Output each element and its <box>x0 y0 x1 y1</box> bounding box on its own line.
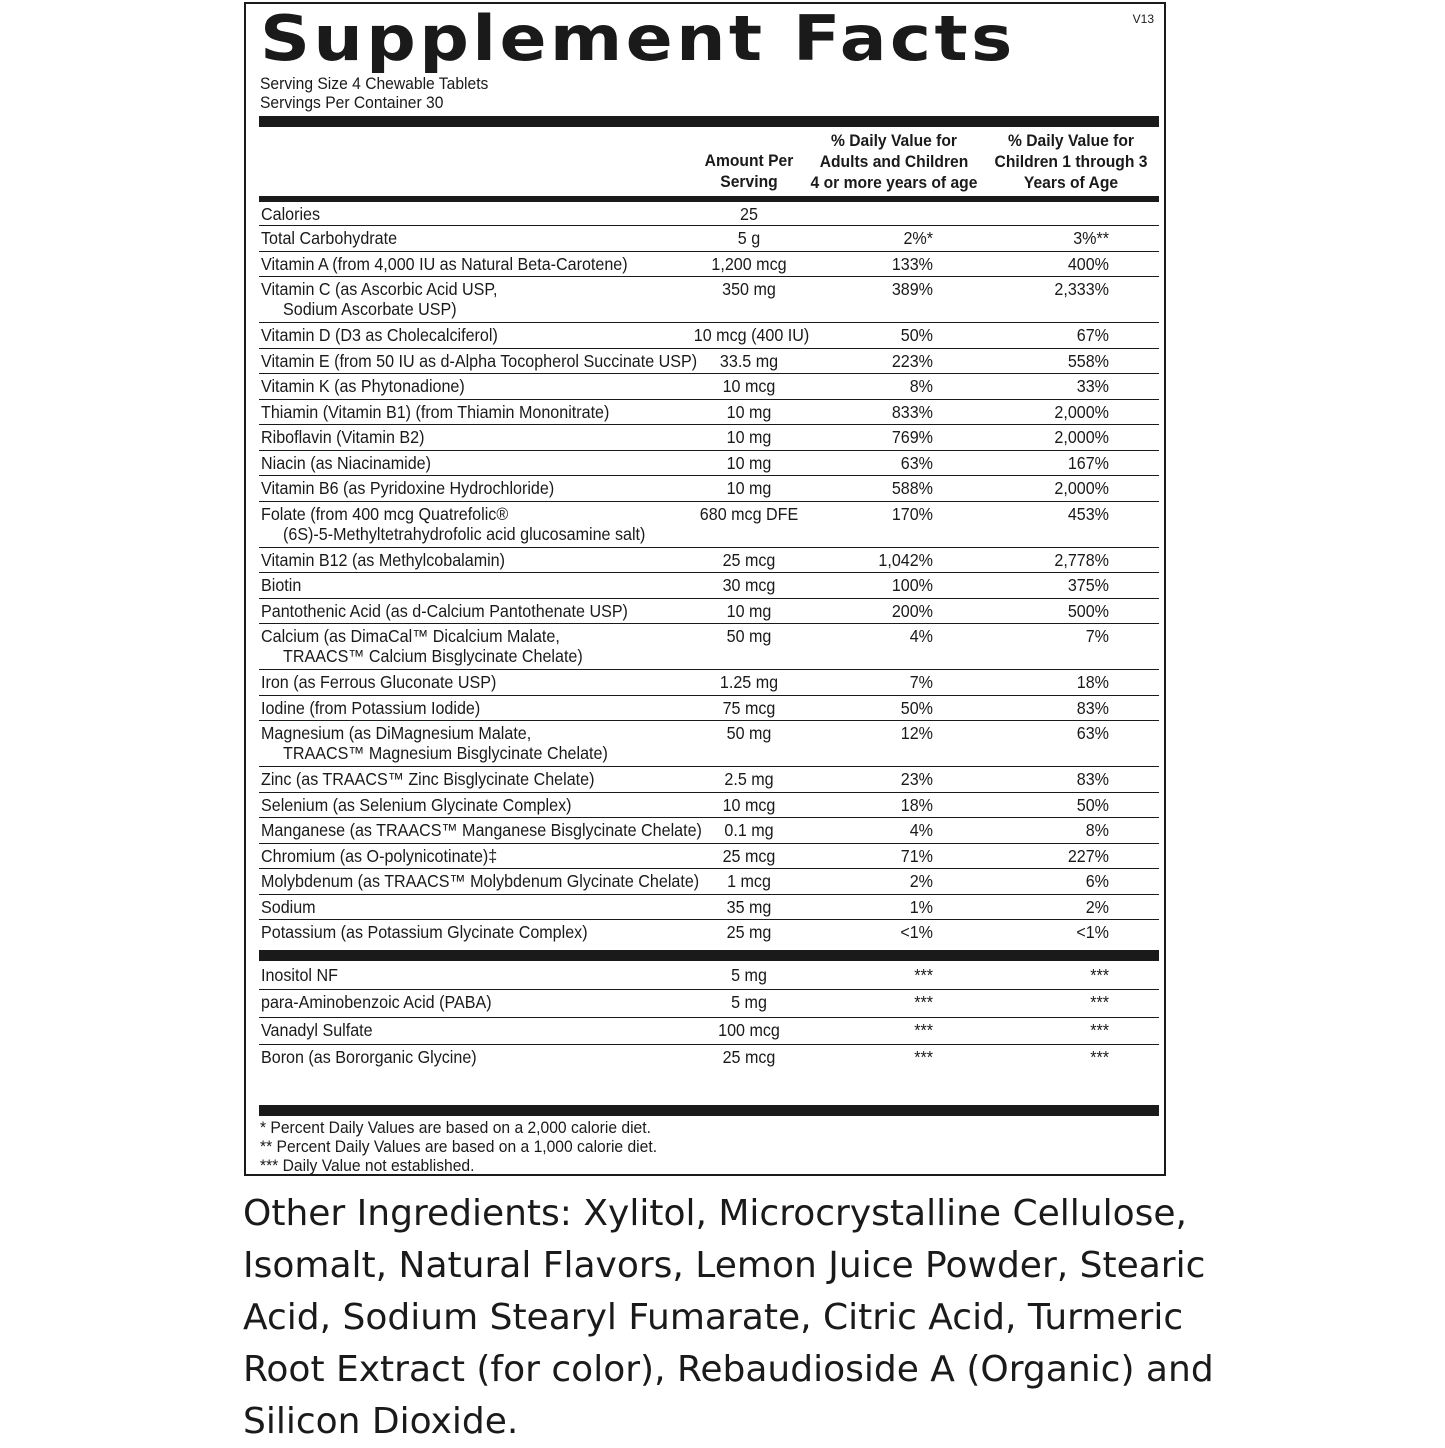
dv-adults: 71% <box>900 845 933 866</box>
dv-adults: 223% <box>891 350 933 371</box>
dv-children: 2,000% <box>1054 401 1109 422</box>
nutrient-name: Magnesium (as DiMagnesium Malate, <box>261 723 532 743</box>
nutrient-name: Vanadyl Sulfate <box>261 1019 373 1040</box>
dv-children: 2% <box>1085 896 1109 917</box>
dv-children: 2,778% <box>1054 549 1109 570</box>
dv-adults: *** <box>914 1047 933 1067</box>
other-ingredients: Other Ingredients: Xylitol, Microcrystalline Cellulose, Isomalt, Natural Flavors, Lemon Juice Powder, Stearic Acid, Sodium Stearyl Fumarate, Citric Acid, Turmeric Root Extract (for color), Rebaudioside A (Organic) and Silicon Dioxide. <box>243 1193 1214 1442</box>
supplement-facts-panel <box>244 2 1166 1176</box>
nutrient-name-continued: TRAACS™ Calcium Bisglycinate Chelate) <box>283 646 583 666</box>
nutrient-amount: 33.5 mg <box>719 350 779 371</box>
dv-adults: 23% <box>900 769 933 789</box>
dv-children: *** <box>1090 1047 1109 1067</box>
dv-children: *** <box>1090 992 1109 1012</box>
dv-children: 6% <box>1085 871 1109 891</box>
nutrient-row <box>259 425 1159 451</box>
dv-adults: 7% <box>909 672 933 692</box>
nutrient-amount: 1.25 mg <box>719 672 779 692</box>
dv-adults: *** <box>914 1019 933 1040</box>
nutrient-name: Inositol NF <box>261 964 338 985</box>
nutrient-name: Iron (as Ferrous Gluconate USP) <box>261 672 497 692</box>
nutrient-name-continued: Sodium Ascorbate USP) <box>283 299 457 319</box>
nutrient-row <box>259 323 1159 349</box>
dv-adults: 769% <box>891 427 933 447</box>
dv-adults: 4% <box>909 626 933 646</box>
dv-adults: 133% <box>891 253 933 274</box>
nutrient-name: Vitamin B6 (as Pyridoxine Hydrochloride) <box>261 478 555 498</box>
nutrient-name: Potassium (as Potassium Glycinate Complex) <box>261 922 588 942</box>
footnote-2: ** Percent Daily Values are based on a 1,000 calorie diet. <box>260 1137 658 1156</box>
column-headers <box>259 128 1159 194</box>
header-amount: Amount Per Serving <box>704 151 794 191</box>
dv-children: 3%** <box>1073 228 1109 248</box>
nutrient-row <box>259 767 1159 793</box>
nutrient-amount: 1,200 mcg <box>711 253 787 274</box>
nutrient-name: Vitamin E (from 50 IU as d-Alpha Tocopherol Succinate USP) <box>261 350 698 371</box>
dv-children: 558% <box>1067 350 1109 371</box>
nutrient-name: Vitamin D (D3 as Cholecalciferol) <box>261 325 498 345</box>
dv-children: 18% <box>1076 672 1109 692</box>
dv-children: 33% <box>1076 376 1109 396</box>
nutrient-amount: 25 <box>740 204 758 224</box>
nutrient-row <box>259 573 1159 599</box>
dv-children: 375% <box>1067 575 1109 595</box>
nutrient-amount: 10 mcg <box>722 794 776 815</box>
thick-rule-divider <box>259 950 1159 961</box>
dv-adults: 63% <box>900 452 933 473</box>
nutrient-amount: 10 mcg <box>722 376 776 396</box>
dv-adults: 1,042% <box>878 549 933 570</box>
nutrient-name: Chromium (as O-polynicotinate)‡ <box>261 845 498 866</box>
dv-adults: 588% <box>891 478 933 498</box>
nutrient-row <box>259 895 1159 921</box>
nutrient-name: Boron (as Bororganic Glycine) <box>261 1047 477 1067</box>
nutrient-row <box>259 277 1159 323</box>
nutrient-amount: 50 mg <box>726 626 772 646</box>
dv-adults: 50% <box>900 697 933 718</box>
nutrient-row <box>259 451 1159 477</box>
nutrient-amount: 25 mg <box>726 922 772 942</box>
nutrient-amount: 75 mcg <box>722 697 776 718</box>
nutrient-row <box>259 252 1159 278</box>
dv-children: *** <box>1090 964 1109 985</box>
nutrient-row <box>259 920 1159 946</box>
nutrient-amount: 10 mg <box>726 452 772 473</box>
dv-adults: 1% <box>909 896 933 917</box>
nutrient-name: Molybdenum (as TRAACS™ Molybdenum Glycinate Chelate) <box>261 871 700 891</box>
dv-adults: 2% <box>909 871 933 891</box>
nutrient-table <box>259 202 1159 1073</box>
nutrient-name: Pantothenic Acid (as d-Calcium Pantothenate USP) <box>261 600 628 621</box>
thick-rule-bottom <box>259 1105 1159 1116</box>
nutrient-row <box>259 793 1159 819</box>
dv-children: 8% <box>1085 820 1109 840</box>
nutrient-amount: 10 mg <box>726 401 772 422</box>
nutrient-amount: 350 mg <box>722 279 776 299</box>
nutrient-amount: 1 mcg <box>727 871 771 891</box>
dv-children: 7% <box>1085 626 1109 646</box>
dv-children: 67% <box>1076 325 1109 345</box>
nutrient-amount: 50 mg <box>726 723 772 743</box>
dv-children: 400% <box>1067 253 1109 274</box>
other-nutrient-row <box>259 990 1159 1018</box>
nutrient-row <box>259 226 1159 252</box>
other-nutrient-row <box>259 1045 1159 1073</box>
nutrient-amount: 25 mcg <box>722 845 776 866</box>
dv-children: 167% <box>1067 452 1109 473</box>
nutrient-amount: 5 mg <box>731 992 767 1012</box>
nutrient-row <box>259 818 1159 844</box>
nutrient-row <box>259 349 1159 375</box>
serving-size: Serving Size 4 Chewable Tablets <box>260 74 489 93</box>
thick-rule-top <box>259 116 1159 127</box>
dv-children: <1% <box>1076 922 1109 942</box>
nutrient-name: Sodium <box>261 896 316 917</box>
nutrient-row <box>259 202 1159 226</box>
other-nutrient-row <box>259 1018 1159 1046</box>
dv-adults: 4% <box>909 820 933 840</box>
nutrient-row <box>259 476 1159 502</box>
dv-children: 50% <box>1076 794 1109 815</box>
nutrient-name: Total Carbohydrate <box>261 228 398 248</box>
nutrient-row <box>259 721 1159 767</box>
dv-children: 2,000% <box>1054 478 1109 498</box>
nutrient-name: Zinc (as TRAACS™ Zinc Bisglycinate Chelate) <box>261 769 595 789</box>
nutrient-name: Selenium (as Selenium Glycinate Complex) <box>261 794 572 815</box>
footnote-1: * Percent Daily Values are based on a 2,000 calorie diet. <box>260 1118 651 1137</box>
nutrient-amount: 10 mg <box>726 600 772 621</box>
nutrient-name: para-Aminobenzoic Acid (PABA) <box>261 992 492 1012</box>
dv-children: 2,333% <box>1054 279 1109 299</box>
nutrient-amount: 100 mcg <box>718 1019 780 1040</box>
nutrient-name: Vitamin B12 (as Methylcobalamin) <box>261 549 506 570</box>
nutrient-name: Vitamin A (from 4,000 IU as Natural Beta-Carotene) <box>261 253 628 274</box>
nutrient-name: Niacin (as Niacinamide) <box>261 452 432 473</box>
dv-adults: 8% <box>909 376 933 396</box>
dv-adults: 100% <box>891 575 933 595</box>
servings-per-container: Servings Per Container 30 <box>260 93 444 112</box>
dv-adults: *** <box>914 964 933 985</box>
nutrient-row <box>259 599 1159 625</box>
dv-children: *** <box>1090 1019 1109 1040</box>
serving-info <box>260 74 488 112</box>
nutrient-row <box>259 374 1159 400</box>
dv-adults: 833% <box>891 401 933 422</box>
nutrient-row <box>259 502 1159 548</box>
nutrient-amount: 10 mcg (400 IU) <box>693 325 810 345</box>
dv-adults: 50% <box>900 325 933 345</box>
nutrient-row <box>259 844 1159 870</box>
nutrient-row <box>259 548 1159 574</box>
header-dv-adults: % Daily Value for Adults and Children 4 or more years of age <box>810 131 978 192</box>
nutrient-amount: 5 g <box>737 228 761 248</box>
nutrient-name: Manganese (as TRAACS™ Manganese Bisglycinate Chelate) <box>261 820 702 840</box>
dv-children: 83% <box>1076 697 1109 718</box>
nutrient-name: Vitamin K (as Phytonadione) <box>261 376 465 396</box>
nutrient-amount: 10 mg <box>726 427 772 447</box>
other-nutrient-row <box>259 963 1159 991</box>
nutrient-name-continued: (6S)-5-Methyltetrahydrofolic acid glucosamine salt) <box>283 523 646 544</box>
nutrient-amount: 30 mcg <box>722 575 776 595</box>
dv-children: 63% <box>1076 723 1109 743</box>
header-dv-children: % Daily Value for Children 1 through 3 Years of Age <box>994 131 1148 192</box>
nutrient-name: Thiamin (Vitamin B1) (from Thiamin Mononitrate) <box>261 401 610 422</box>
panel-title: Supplement Facts <box>260 2 1016 75</box>
nutrient-amount: 2.5 mg <box>724 769 774 789</box>
nutrient-name: Vitamin C (as Ascorbic Acid USP, <box>261 279 498 299</box>
nutrient-name-continued: TRAACS™ Magnesium Bisglycinate Chelate) <box>283 743 608 763</box>
dv-children: 453% <box>1067 503 1109 524</box>
nutrient-amount: 10 mg <box>726 478 772 498</box>
nutrient-amount: 25 mcg <box>722 1047 776 1067</box>
dv-children: 500% <box>1067 600 1109 621</box>
nutrient-row <box>259 400 1159 426</box>
nutrient-amount: 680 mcg DFE <box>699 503 799 524</box>
version-code: V13 <box>1132 12 1154 26</box>
nutrient-name: Riboflavin (Vitamin B2) <box>261 427 425 447</box>
dv-adults: 2%* <box>903 228 933 248</box>
nutrient-row <box>259 696 1159 722</box>
dv-adults: 170% <box>891 503 933 524</box>
nutrient-row <box>259 624 1159 670</box>
dv-children: 2,000% <box>1054 427 1109 447</box>
dv-children: 83% <box>1076 769 1109 789</box>
dv-adults: 12% <box>900 723 933 743</box>
nutrient-amount: 5 mg <box>731 964 767 985</box>
dv-adults: 18% <box>900 794 933 815</box>
nutrient-name: Biotin <box>261 575 302 595</box>
nutrient-row <box>259 670 1159 696</box>
dv-adults: 389% <box>891 279 933 299</box>
dv-children: 227% <box>1067 845 1109 866</box>
nutrient-row <box>259 869 1159 895</box>
nutrient-amount: 35 mg <box>726 896 772 917</box>
nutrient-amount: 0.1 mg <box>724 820 774 840</box>
nutrient-name: Iodine (from Potassium Iodide) <box>261 697 481 718</box>
nutrient-name: Calcium (as DimaCal™ Dicalcium Malate, <box>261 626 560 646</box>
dv-adults: 200% <box>891 600 933 621</box>
nutrient-amount: 25 mcg <box>722 549 776 570</box>
nutrient-name: Folate (from 400 mcg Quatrefolic® <box>261 503 509 524</box>
footnotes <box>260 1118 657 1175</box>
footnote-3: *** Daily Value not established. <box>260 1156 475 1175</box>
nutrient-name: Calories <box>261 204 321 224</box>
dv-adults: *** <box>914 992 933 1012</box>
dv-adults: <1% <box>900 922 933 942</box>
